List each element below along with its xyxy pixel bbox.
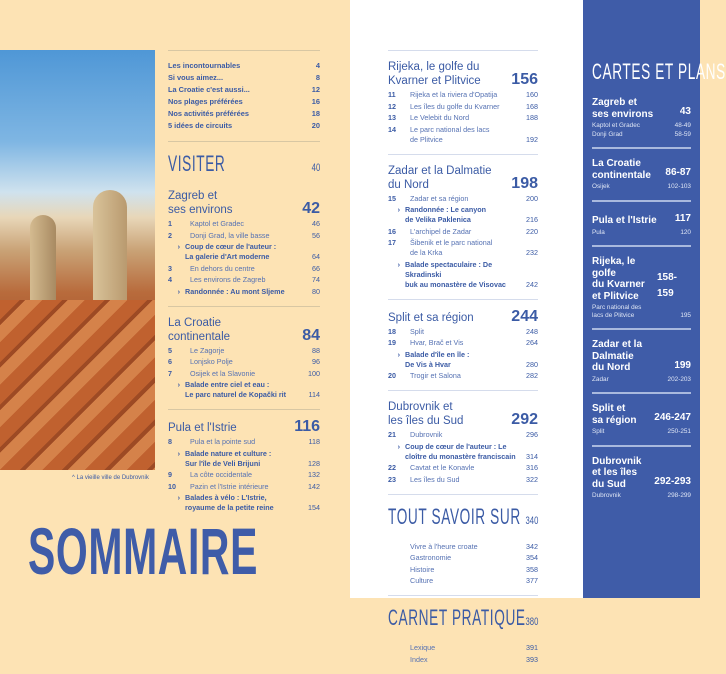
entry-title: Randonnée : Le canyon de Velika Paklenica [405, 205, 487, 224]
entry-title: Zadar [592, 375, 609, 383]
toc-entry[interactable] [388, 102, 538, 112]
part-heading[interactable] [388, 504, 538, 530]
divider [168, 306, 320, 307]
entry-title: Parc national des lacs de Plitvice [592, 304, 642, 319]
region-title: Zadar et la Dalmatie du Nord [388, 164, 492, 191]
region-heading[interactable] [168, 316, 320, 344]
chapter-number: 13 [388, 113, 396, 122]
region-heading[interactable] [388, 60, 538, 88]
chapter-number: 8 [168, 437, 172, 446]
region-title: Pula et l'Istrie [592, 215, 657, 226]
region-title: La Croatie continentale [168, 316, 231, 343]
chapter-number [388, 553, 410, 563]
region-heading[interactable] [388, 164, 538, 192]
entry-page: 80 [312, 286, 320, 296]
divider [388, 494, 538, 495]
divider [592, 328, 691, 330]
divider [388, 390, 538, 391]
entry-page: 354 [526, 553, 538, 562]
maps-title: CARTES ET PLANS [592, 59, 726, 84]
toc-entry[interactable] [388, 475, 538, 485]
part-title: CARNET PRATIQUE [388, 605, 526, 630]
intro-item[interactable] [168, 72, 320, 84]
entry-title: Donji Grad [592, 130, 623, 138]
chapter-number [388, 643, 410, 653]
region-page: 246-247 [654, 412, 691, 423]
dubrovnik-photo [0, 50, 155, 468]
entry-page: 88 [312, 345, 320, 355]
church-dome-shape [93, 190, 127, 310]
divider [592, 392, 691, 394]
entry-page: 168 [526, 101, 538, 111]
region-section [168, 316, 320, 401]
entry-page: 102-103 [667, 183, 691, 190]
region-title: Pula et l'Istrie [168, 422, 237, 434]
region-section [592, 158, 691, 191]
entry-title: Randonnée : Au mont Sljeme [185, 286, 285, 296]
region-section [168, 419, 320, 513]
toc-entry[interactable] [388, 430, 538, 440]
region-page: 158-159 [656, 272, 677, 299]
entry-title: Balade nature et culture : Sur l'île de Veli Brijuni [185, 448, 272, 468]
chapter-number: 21 [388, 430, 396, 439]
region-page: 86-87 [665, 167, 691, 178]
region-heading[interactable] [592, 158, 691, 181]
entry-title: Pula et la pointe sud [190, 437, 256, 446]
toc-entry[interactable] [388, 542, 538, 552]
intro-page: 12 [311, 85, 320, 94]
entry-title: Les îles du golfe du Kvarner [410, 101, 500, 111]
chapter-number: 3 [168, 263, 172, 273]
region-heading[interactable] [168, 189, 320, 217]
toc-entry[interactable] [592, 304, 691, 319]
toc-entry[interactable] [388, 655, 538, 665]
entry-title: Gastronomie [410, 553, 452, 562]
chapter-number: 9 [168, 470, 172, 479]
toc-entry[interactable] [388, 125, 538, 145]
intro-title: 5 idées de circuits [168, 121, 233, 130]
region-title: Rijeka, le golfe du Kvarner et Plitvice [592, 256, 645, 302]
entry-page: 358 [526, 564, 538, 574]
entry-page: 160 [526, 90, 538, 99]
entry-page: 377 [526, 576, 538, 585]
region-page: 42 [302, 200, 320, 217]
left-page [0, 0, 350, 598]
middle-page [350, 0, 583, 664]
chevron-right-icon: › [177, 242, 180, 251]
entry-page: 296 [526, 430, 538, 439]
region-heading[interactable] [592, 256, 691, 302]
intro-page: 4 [315, 61, 320, 70]
toc-entry[interactable] [592, 492, 691, 500]
entry-page: 58-59 [674, 130, 691, 138]
region-heading[interactable] [592, 211, 691, 227]
entry-page: 316 [526, 463, 538, 472]
toc-highlight-entry[interactable] [168, 287, 320, 297]
toc-entry[interactable] [388, 90, 538, 100]
entry-page: 280 [526, 359, 538, 369]
divider [168, 141, 320, 142]
intro-title: Nos activités préférées [168, 109, 249, 118]
toc-entry[interactable] [388, 463, 538, 473]
chapter-number: 12 [388, 101, 396, 111]
entry-page: 200 [526, 193, 538, 203]
chevron-right-icon: › [397, 259, 400, 269]
region-title: Split et sa région [388, 311, 474, 324]
part-title: VISITER [168, 151, 226, 176]
toc-entry[interactable] [168, 470, 320, 480]
toc-entry[interactable] [592, 122, 691, 130]
region-section [592, 97, 691, 138]
divider [592, 245, 691, 247]
chapter-number [388, 576, 410, 586]
part-page: 40 [311, 162, 320, 174]
entry-title: Lexique [410, 643, 436, 652]
entry-title: Split [410, 326, 424, 336]
toc-entry[interactable] [388, 238, 538, 258]
entry-title: Les îles du Sud [410, 474, 460, 484]
chapter-number [388, 565, 410, 575]
intro-page: 18 [311, 109, 320, 118]
entry-title: Balade spectaculaire : De Skradinski buk au monastère de Visovac [405, 259, 506, 289]
chapter-number: 17 [388, 238, 396, 247]
region-page: 244 [511, 307, 538, 325]
toc-entry[interactable] [388, 643, 538, 653]
entry-title: Osijek et la Slavonie [190, 368, 256, 378]
chevron-right-icon: › [177, 286, 180, 296]
entry-title: Vivre à l'heure croate [410, 541, 478, 551]
entry-title: Le Velebit du Nord [410, 113, 470, 122]
region-section [592, 256, 691, 319]
entry-title: Coup de cœur de l'auteur : Le cloître du monastère franciscain [405, 441, 516, 461]
entry-page: 48-49 [674, 122, 691, 129]
intro-title: Si vous aimez... [168, 73, 224, 82]
toc-entry[interactable] [168, 437, 320, 447]
region-page: 156 [511, 71, 538, 88]
chapter-number [388, 542, 410, 552]
part-title: TOUT SAVOIR SUR [388, 503, 521, 529]
region-page: 116 [294, 418, 320, 435]
region-page: 43 [679, 106, 691, 117]
intro-page: 20 [311, 121, 320, 130]
toc-entry[interactable] [388, 565, 538, 575]
region-title: Rijeka, le golfe du Kvarner et Plitvice [388, 61, 481, 87]
toc-highlight-entry[interactable] [388, 205, 538, 225]
region-section [388, 400, 538, 485]
divider [592, 200, 691, 202]
region-title: Dubrovnik et les îles du Sud [592, 455, 642, 490]
entry-page: 250-251 [667, 428, 691, 435]
region-section [388, 60, 538, 145]
entry-title: Coup de cœur de l'auteur : La galerie d'Art moderne [185, 242, 277, 261]
divider [388, 50, 538, 51]
toc-entry[interactable] [168, 264, 320, 274]
entry-page: 248 [526, 326, 538, 336]
chevron-right-icon: › [397, 441, 400, 451]
photo-caption [72, 475, 149, 481]
entry-page: 142 [308, 481, 320, 491]
chapter-number: 7 [168, 368, 172, 378]
chevron-right-icon: › [177, 380, 180, 389]
entry-page: 342 [526, 541, 538, 551]
region-heading[interactable] [592, 403, 691, 426]
region-section [592, 403, 691, 436]
toc-highlight-entry[interactable] [168, 242, 320, 262]
chapter-number: 10 [168, 481, 176, 491]
chapter-number: 18 [388, 326, 396, 336]
entry-title: Balade entre ciel et eau : Le parc naturel de Kopački rit [185, 380, 287, 399]
region-title: Split et sa région [592, 403, 637, 426]
entry-title: Šibenik et le parc national de la Krka [410, 238, 493, 257]
intro-page: 8 [315, 73, 320, 82]
entry-title: L'archipel de Zadar [410, 226, 472, 236]
entry-page: 314 [526, 451, 538, 461]
entry-title: Les environs de Zagreb [190, 275, 266, 284]
chapter-number: 23 [388, 474, 396, 484]
chapter-number: 5 [168, 345, 172, 355]
entry-page: 220 [526, 226, 538, 236]
divider [388, 154, 538, 155]
toc-entry[interactable] [388, 194, 538, 204]
intro-item[interactable] [168, 96, 320, 108]
part-heading[interactable] [388, 605, 538, 631]
entry-page: 96 [312, 357, 320, 366]
entry-page: 46 [312, 219, 320, 228]
chapter-number: 14 [388, 124, 396, 134]
intro-item[interactable] [168, 108, 320, 120]
region-title: Zadar et la Dalmatie du Nord [592, 339, 643, 373]
chapter-number: 11 [388, 90, 396, 99]
toc-highlight-entry[interactable] [168, 449, 320, 469]
region-heading[interactable] [388, 309, 538, 325]
region-page: 117 [674, 212, 691, 224]
region-page: 199 [674, 359, 691, 371]
entry-title: Pazin et l'Istrie intérieure [190, 481, 269, 491]
divider [592, 445, 691, 447]
region-page: 292-293 [654, 476, 691, 487]
toc-entry[interactable] [168, 219, 320, 229]
part-page: 340 [525, 514, 538, 527]
chapter-number: 4 [168, 275, 172, 284]
divider [168, 409, 320, 410]
chapter-number: 20 [388, 371, 396, 380]
region-heading[interactable] [592, 456, 691, 491]
entry-title: Rijeka et la riviera d'Opatija [410, 90, 498, 99]
chapter-number [388, 655, 410, 665]
region-title: La Croatie continentale [592, 158, 651, 181]
entry-page: 154 [308, 503, 320, 512]
region-title: Zagreb et ses environs [592, 97, 654, 120]
entry-page: 188 [526, 113, 538, 122]
toc-highlight-entry[interactable] [168, 493, 320, 513]
entry-page: 128 [308, 458, 320, 468]
maps-panel [583, 0, 726, 598]
page-title: SOMMAIRE [28, 514, 259, 588]
chapter-number: 16 [388, 226, 396, 236]
toc-entry[interactable] [592, 428, 691, 436]
chapter-number: 22 [388, 463, 396, 472]
entry-page: 192 [526, 134, 538, 144]
entry-title: Pula [592, 228, 605, 236]
entry-page: 264 [526, 338, 538, 347]
chevron-right-icon: › [397, 349, 400, 359]
divider [592, 147, 691, 149]
chapter-number: 15 [388, 193, 396, 203]
entry-page: 132 [308, 470, 320, 479]
entry-page: 64 [312, 252, 320, 261]
region-section [592, 456, 691, 500]
entry-page: 120 [680, 228, 691, 236]
intro-item[interactable] [168, 84, 320, 96]
chevron-right-icon: › [177, 448, 180, 458]
chevron-right-icon: › [177, 493, 180, 502]
entry-title: Dubrovnik [410, 430, 443, 439]
toc-column-left [168, 50, 320, 522]
maps-heading [592, 59, 726, 85]
entry-page: 202-203 [667, 375, 691, 383]
entry-title: Culture [410, 576, 434, 585]
intro-title: Les incontournables [168, 61, 241, 70]
entry-title: Index [410, 654, 428, 664]
chapter-number: 2 [168, 230, 172, 240]
intro-title: Nos plages préférées [168, 97, 243, 106]
toc-entry[interactable] [388, 576, 538, 586]
intro-item[interactable] [168, 60, 320, 72]
toc-entry[interactable] [388, 327, 538, 337]
entry-page: 66 [312, 263, 320, 273]
region-section [388, 309, 538, 382]
entry-page: 232 [526, 248, 538, 257]
region-page: 84 [302, 326, 320, 344]
toc-entry[interactable] [168, 369, 320, 379]
entry-title: Trogir et Salona [410, 371, 461, 380]
region-page: 198 [511, 174, 538, 192]
entry-page: 74 [312, 275, 320, 284]
toc-highlight-entry[interactable] [388, 350, 538, 370]
entry-title: Donji Grad, la ville basse [190, 230, 270, 240]
entry-title: Kaptol et Gradec [190, 219, 244, 228]
part-heading[interactable] [168, 151, 320, 177]
entry-page: 322 [526, 474, 538, 484]
region-heading[interactable] [592, 339, 691, 374]
entry-title: Hvar, Brač et Vis [410, 338, 464, 347]
region-section [592, 211, 691, 237]
intro-item[interactable] [168, 120, 320, 132]
chapter-number: 19 [388, 338, 396, 347]
intro-page: 16 [311, 97, 320, 106]
toc-entry[interactable] [168, 231, 320, 241]
divider [388, 299, 538, 300]
entry-title: Split [592, 428, 605, 435]
entry-title: Zadar et sa région [410, 193, 469, 203]
intro-list [168, 60, 320, 132]
chapter-number: 1 [168, 219, 172, 228]
entry-title: En dehors du centre [190, 263, 255, 273]
intro-title: La Croatie c'est aussi... [168, 85, 250, 94]
region-section [592, 339, 691, 383]
toc-column-middle [388, 50, 538, 674]
entry-title: Balade d'île en île : De Vis à Hvar [405, 349, 470, 369]
chapter-number: 6 [168, 357, 172, 366]
toc-entry[interactable] [592, 183, 691, 191]
toc-entry[interactable] [168, 482, 320, 492]
toc-entry[interactable] [592, 376, 691, 384]
entry-title: Osijek [592, 183, 610, 190]
toc-entry[interactable] [168, 357, 320, 367]
part-list [388, 643, 538, 665]
toc-entry[interactable] [388, 338, 538, 348]
toc-highlight-entry[interactable] [388, 260, 538, 290]
entry-page: 100 [308, 368, 320, 378]
toc-entry[interactable] [388, 553, 538, 563]
region-heading[interactable] [592, 97, 691, 120]
entry-title: Le parc national des lacs de Plitvice [410, 124, 490, 144]
entry-page: 216 [526, 215, 538, 224]
entry-title: Balades à vélo : L'Istrie, royaume de la petite reine [185, 493, 274, 512]
entry-page: 118 [308, 437, 320, 446]
part-page: 380 [525, 616, 538, 628]
entry-title: Histoire [410, 564, 435, 574]
entry-page: 242 [526, 279, 538, 289]
toc-entry[interactable] [168, 346, 320, 356]
toc-entry[interactable] [592, 229, 691, 237]
toc-highlight-entry[interactable] [168, 380, 320, 400]
entry-page: 56 [312, 230, 320, 240]
chevron-right-icon: › [397, 205, 400, 214]
entry-page: 114 [308, 390, 320, 399]
entry-title: Dubrovnik [592, 492, 621, 499]
caret-up-icon: ^ [72, 475, 77, 481]
toc-column-maps [592, 55, 726, 509]
entry-page: 195 [680, 311, 691, 319]
entry-title: Cavtat et le Konavle [410, 463, 475, 472]
region-heading[interactable] [388, 400, 538, 428]
entry-page: 391 [526, 643, 538, 652]
toc-entry[interactable] [168, 275, 320, 285]
toc-entry[interactable] [388, 227, 538, 237]
rooftops-shape [0, 300, 155, 470]
region-title: Zagreb et ses environs [168, 190, 233, 216]
region-heading[interactable] [168, 419, 320, 435]
caption-text: La vieille ville de Dubrovnik [76, 475, 149, 481]
toc-entry[interactable] [388, 113, 538, 123]
entry-title: Kaptol et Gradec [592, 122, 640, 129]
entry-page: 393 [526, 654, 538, 664]
part-list [388, 542, 538, 587]
entry-page: 282 [526, 371, 538, 380]
entry-title: La côte occidentale [190, 470, 252, 479]
entry-page: 298-299 [667, 492, 691, 499]
toc-highlight-entry[interactable] [388, 442, 538, 462]
region-title: Dubrovnik et les îles du Sud [388, 401, 464, 427]
toc-entry[interactable] [388, 371, 538, 381]
divider [168, 50, 320, 51]
region-section [388, 164, 538, 290]
divider [388, 595, 538, 596]
toc-entry[interactable] [592, 131, 691, 139]
entry-title: Le Zagorje [190, 345, 225, 355]
region-page: 292 [511, 411, 538, 428]
entry-title: Lonjsko Polje [190, 357, 233, 366]
region-section [168, 189, 320, 297]
